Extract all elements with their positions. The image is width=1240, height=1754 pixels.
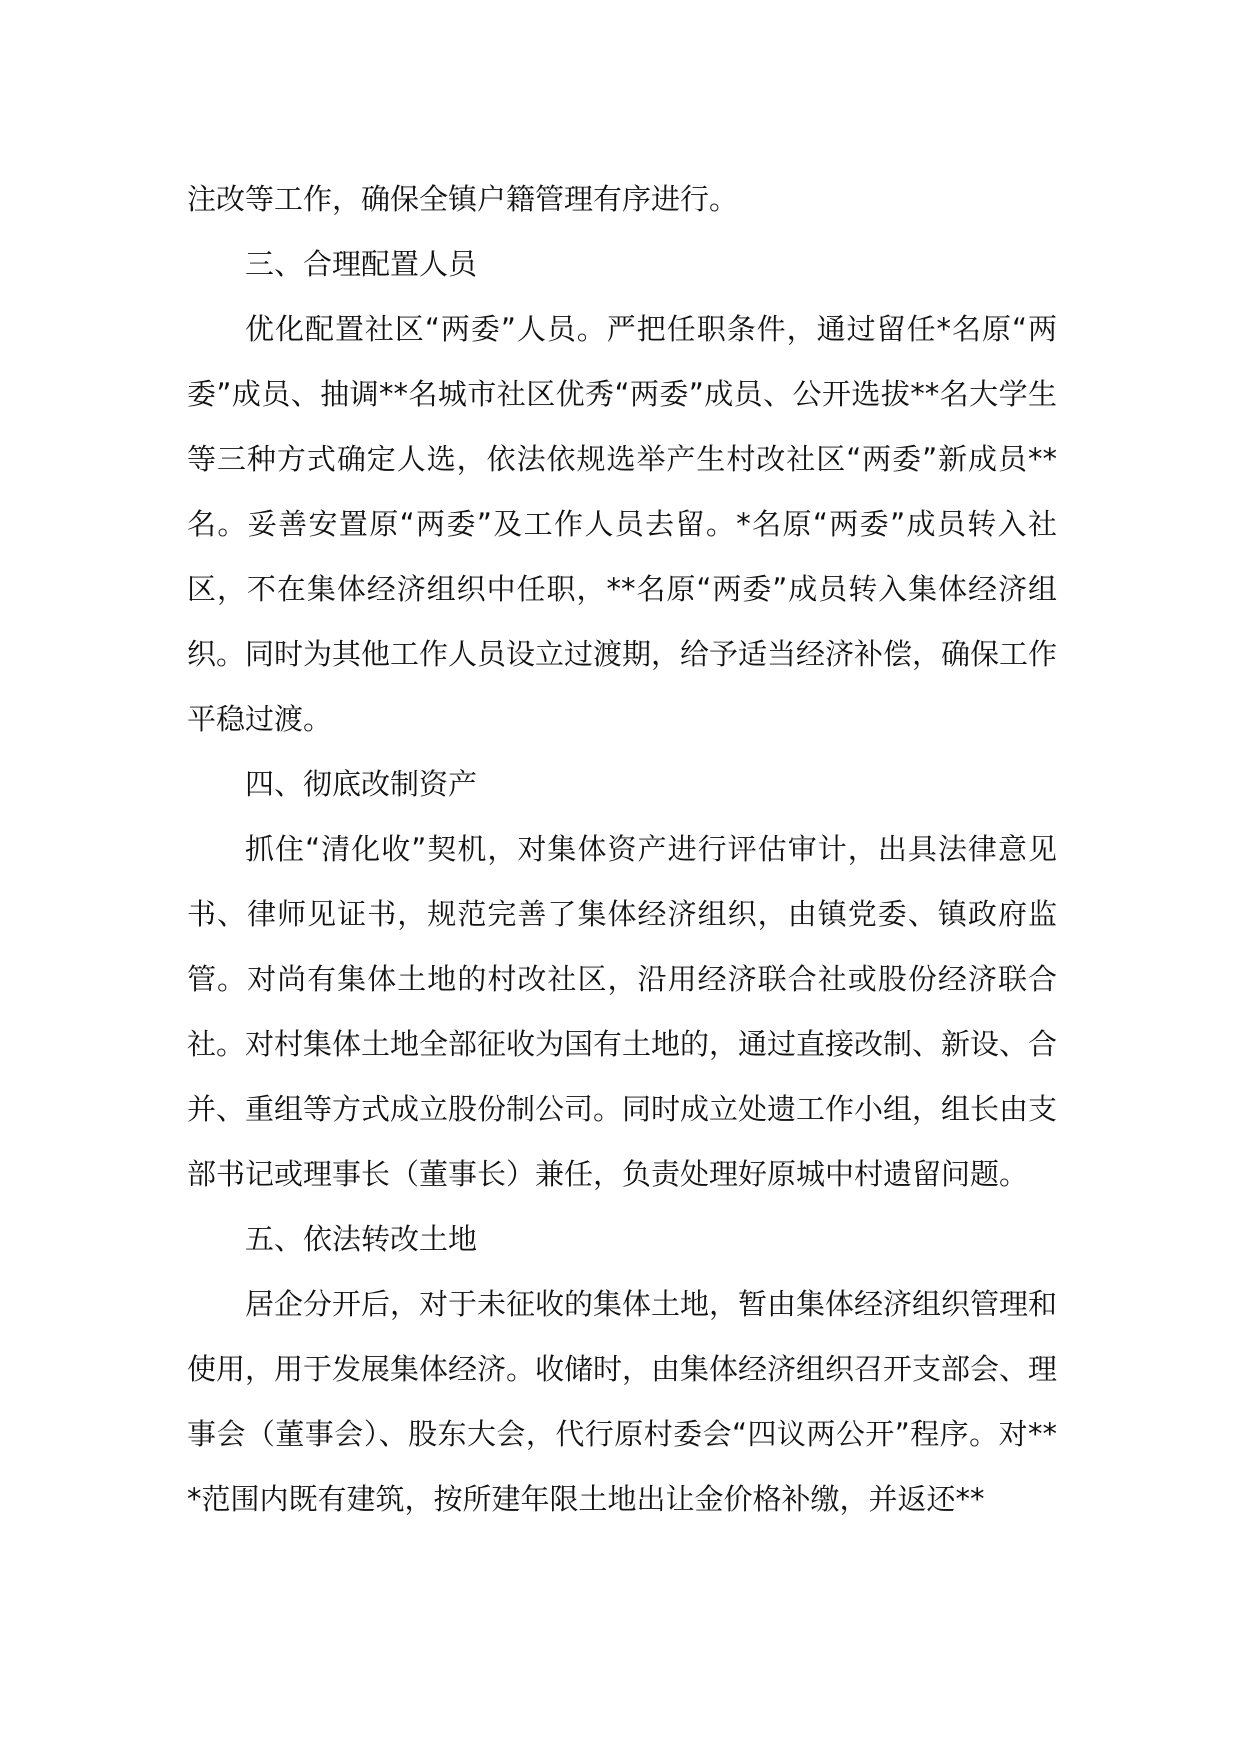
- paragraph-assets: 抓住“清化收”契机，对集体资产进行评估审计，出具法律意见书、律师见证书，规范完善了集体经济组织，由镇党委、镇政府监管。对尚有集体土地的村改社区，沿用经济联合社或股份经济联合社。对村集体土地全部征收为国有土地的，通过直接改制、新设、合并、重组等方式成立股份制公司。同时成立处遗工作小组，组长由支部书记或理事长（董事长）兼任，负责处理好原城中村遗留问题。: [187, 832, 1058, 1191]
- section-heading-3: 三、合理配置人员: [245, 247, 478, 281]
- paragraph-land: 居企分开后，对于未征收的集体土地，暂由集体经济组织管理和使用，用于发展集体经济。收储时，由集体经济组织召开支部会、理事会（董事会）、股东大会，代行原村委会“四议两公开”程序。对***范围内既有建筑，按所建年限土地出让金价格补缴，并返还**: [187, 1287, 1058, 1516]
- section-heading-5: 五、依法转改土地: [245, 1222, 478, 1256]
- document-body: [187, 167, 1057, 1532]
- section-heading-4: 四、彻底改制资产: [245, 767, 478, 801]
- paragraph-continuation: 注改等工作，确保全镇户籍管理有序进行。: [187, 182, 739, 216]
- paragraph-staffing: 优化配置社区“两委”人员。严把任职条件，通过留任*名原“两委”成员、抽调**名城市社区优秀“两委”成员、公开选拔**名大学生等三种方式确定人选，依法依规选举产生村改社区“两委”新成员**名。妥善安置原“两委”及工作人员去留。*名原“两委”成员转入社区，不在集体经济组织中任职，**名原“两委”成员转入集体经济组织。同时为其他工作人员设立过渡期，给予适当经济补偿，确保工作平稳过渡。: [187, 312, 1058, 736]
